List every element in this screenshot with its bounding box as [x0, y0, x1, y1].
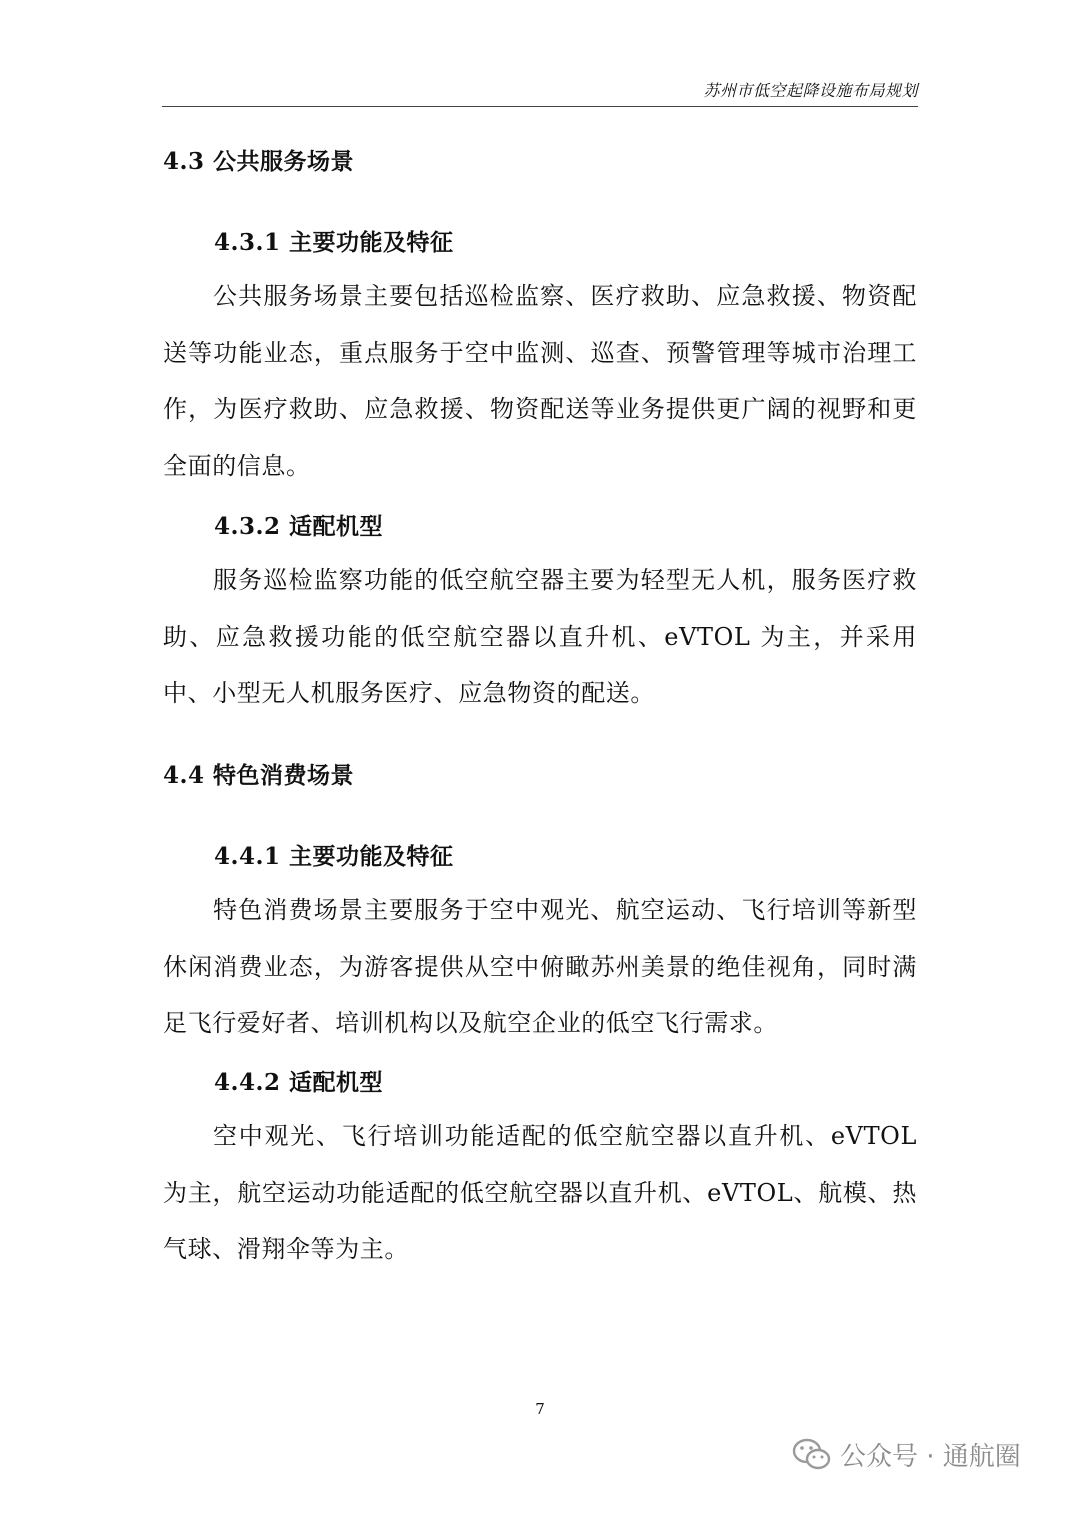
section-heading-4-3: 4.3 公共服务场景 [163, 148, 355, 175]
section-heading-4-4: 4.4 特色消费场景 [163, 762, 355, 789]
page-number: 7 [535, 1400, 545, 1418]
paragraph-4-4-1: 特色消费场景主要服务于空中观光、航空运动、飞行培训等新型休闲消费业态，为游客提供从空中俯瞰苏州美景的绝佳视角，同时满足飞行爱好者、培训机构以及航空企业的低空飞行需求。 [163, 896, 917, 1037]
header-rule [162, 106, 918, 107]
wechat-icon [792, 1438, 832, 1472]
watermark-text: 公众号 · 通航圈 [840, 1442, 1021, 1472]
paragraph-4-3-1: 公共服务场景主要包括巡检监察、医疗救助、应急救援、物资配送等功能业态，重点服务于空中监测、巡查、预警管理等城市治理工作，为医疗救助、应急救援、物资配送等业务提供更广阔的视野和更全面的信息。 [163, 282, 917, 480]
watermark [792, 1436, 1021, 1473]
subsection-heading-4-3-1: 4.3.1 主要功能及特征 [214, 229, 454, 256]
paragraph-4-4-2: 空中观光、飞行培训功能适配的低空航空器以直升机、eVTOL 为主，航空运动功能适配的低空航空器以直升机、eVTOL、航模、热气球、滑翔伞等为主。 [163, 1122, 917, 1263]
subsection-heading-4-4-1: 4.4.1 主要功能及特征 [214, 843, 454, 870]
paragraph-4-3-2: 服务巡检监察功能的低空航空器主要为轻型无人机，服务医疗救助、应急救援功能的低空航空器以直升机、eVTOL 为主，并采用中、小型无人机服务医疗、应急物资的配送。 [163, 566, 917, 707]
subsection-heading-4-3-2: 4.3.2 适配机型 [214, 513, 384, 540]
subsection-heading-4-4-2: 4.4.2 适配机型 [214, 1069, 384, 1096]
document-header-title: 苏州市低空起降设施布局规划 [703, 81, 918, 100]
